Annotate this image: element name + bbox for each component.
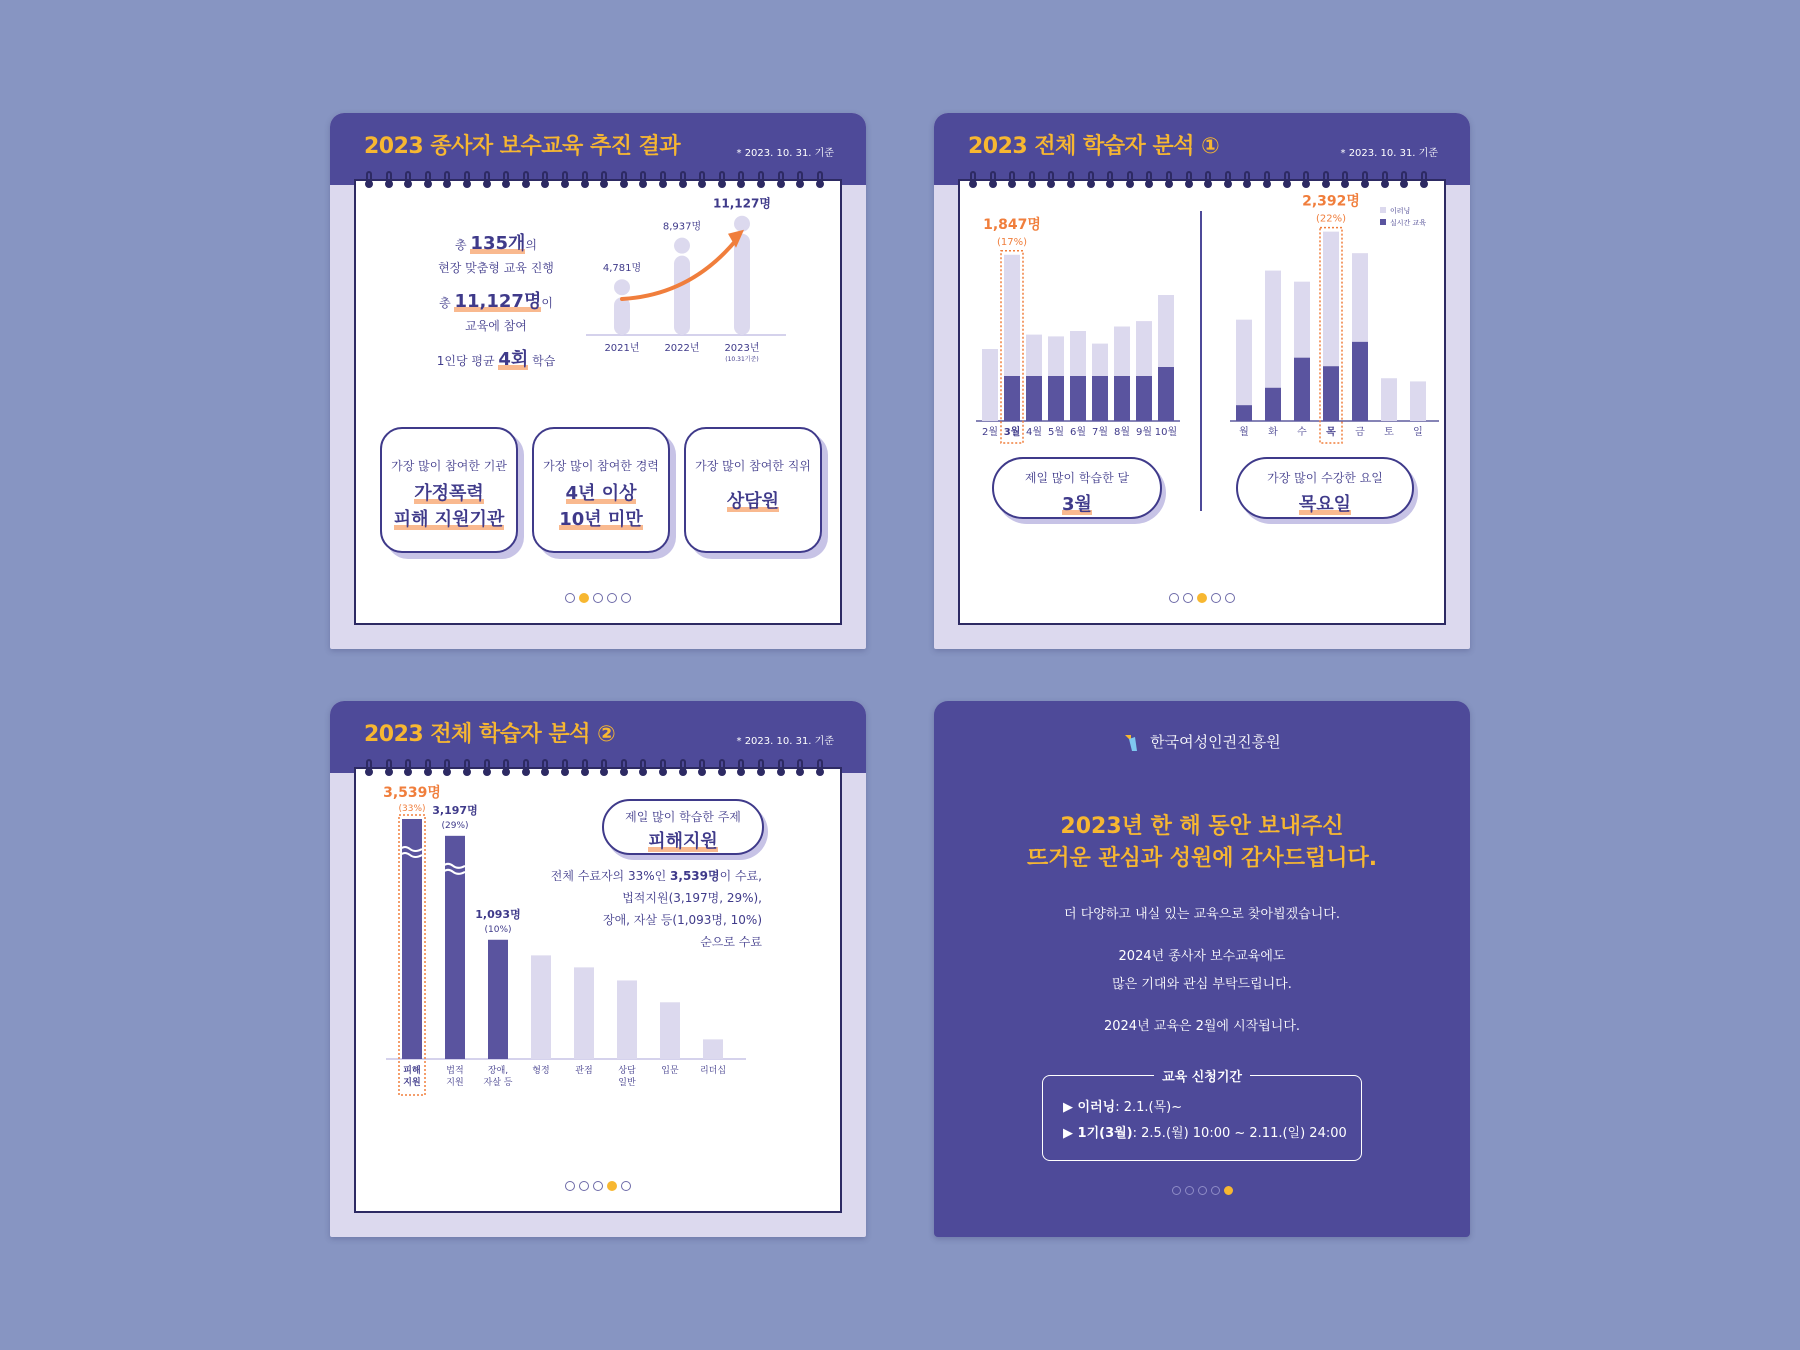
bar-실시간 교육 xyxy=(1323,366,1339,421)
data-label: 11,127명 xyxy=(713,196,771,211)
data-label-pct: (22%) xyxy=(1315,213,1347,225)
binding-ring xyxy=(1421,171,1427,189)
binding-ring xyxy=(640,759,646,777)
x-tick-label: 8월 xyxy=(1113,427,1131,438)
bar-이러닝 xyxy=(1026,335,1042,376)
bar-실시간 교육 xyxy=(1158,367,1174,421)
bar-실시간 교육 xyxy=(1048,376,1064,421)
spiral-binding xyxy=(360,171,836,193)
binding-ring xyxy=(601,759,607,777)
binding-ring xyxy=(970,171,976,189)
pager-dot[interactable] xyxy=(1211,1186,1220,1195)
summary-line: 순으로 수료 xyxy=(700,935,762,949)
binding-ring xyxy=(738,171,744,189)
pager-dot[interactable] xyxy=(1198,1186,1207,1195)
x-tick-label: 지원 xyxy=(403,1078,421,1088)
binding-ring xyxy=(562,171,568,189)
bar-실시간 교육 xyxy=(1265,388,1281,421)
learners-by-weekday-chart xyxy=(1216,193,1436,451)
binding-ring xyxy=(738,759,744,777)
binding-ring xyxy=(582,171,588,189)
pager[interactable] xyxy=(356,593,840,603)
binding-ring xyxy=(758,171,764,189)
legend-swatch xyxy=(1380,219,1386,225)
binding-ring xyxy=(1342,171,1348,189)
x-tick-label: 6월 xyxy=(1069,427,1087,438)
apply-line-elearning: ▶ 이러닝: 2.1.(목)~ xyxy=(1063,1100,1183,1115)
binding-ring xyxy=(503,759,509,777)
bar-실시간 교육 xyxy=(1294,358,1310,421)
bar-이러닝 xyxy=(1158,295,1174,367)
bar-실시간 교육 xyxy=(1236,405,1252,421)
binding-ring xyxy=(1048,171,1054,189)
pager-dot[interactable] xyxy=(1197,593,1207,603)
x-tick-label: 2022년 xyxy=(664,343,700,354)
message-line: 많은 기대와 관심 부탁드립니다. xyxy=(1112,977,1292,992)
pager-dot[interactable] xyxy=(1225,593,1235,603)
bar-이러닝 xyxy=(1048,336,1064,376)
binding-ring xyxy=(680,171,686,189)
pager-dot[interactable] xyxy=(1183,593,1193,603)
bar-이러닝 xyxy=(1323,232,1339,367)
data-label: 1,093명 xyxy=(475,907,521,921)
binding-ring xyxy=(778,171,784,189)
binding-ring xyxy=(1029,171,1035,189)
x-tick-label: 금 xyxy=(1355,427,1365,438)
binding-ring xyxy=(1009,171,1015,189)
x-tick-label: 지원 xyxy=(446,1078,464,1088)
data-label-pct: (29%) xyxy=(441,820,469,831)
apply-line-term1: ▶ 1기(3월): 2.5.(월) 10:00 ~ 2.11.(일) 24:00 xyxy=(1063,1126,1347,1141)
binding-ring xyxy=(484,171,490,189)
x-tick-label: 상담 xyxy=(618,1066,636,1076)
stat-participants: 총 11,127명이 교육에 참여 xyxy=(439,291,553,333)
data-label: 3,539명 xyxy=(383,785,441,801)
bar-실시간 교육 xyxy=(1114,376,1130,421)
binding-ring xyxy=(542,759,548,777)
legend-swatch xyxy=(1380,207,1386,213)
pager-dot[interactable] xyxy=(1172,1186,1181,1195)
binding-ring xyxy=(562,759,568,777)
x-tick-label: 리더십 xyxy=(699,1066,727,1076)
binding-ring xyxy=(464,759,470,777)
divider xyxy=(1200,211,1202,511)
binding-ring xyxy=(640,171,646,189)
pager[interactable] xyxy=(960,593,1444,603)
bar-이러닝 xyxy=(1236,320,1252,406)
date-note: * 2023. 10. 31. 기준 xyxy=(736,736,834,747)
message-line: 2024년 교육은 2월에 시작됩니다. xyxy=(1103,1019,1301,1034)
binding-ring xyxy=(1382,171,1388,189)
bar-실시간 교육 xyxy=(1352,342,1368,421)
binding-ring xyxy=(1166,171,1172,189)
binding-ring xyxy=(444,759,450,777)
binding-ring xyxy=(542,171,548,189)
binding-ring xyxy=(405,759,411,777)
date-note: * 2023. 10. 31. 기준 xyxy=(736,148,834,159)
bar-이러닝 xyxy=(1381,378,1397,421)
card-learner-analysis-2 xyxy=(330,701,866,1237)
date-note: * 2023. 10. 31. 기준 xyxy=(1340,148,1438,159)
legend-label: 이러닝 xyxy=(1390,207,1411,215)
topic-bar xyxy=(402,819,422,1059)
summary-line: 장애, 자살 등(1,093명, 10%) xyxy=(602,913,762,927)
binding-ring xyxy=(797,171,803,189)
binding-ring xyxy=(425,759,431,777)
x-tick-note: (10.31기준) xyxy=(725,356,759,363)
pager-dot[interactable] xyxy=(1211,593,1221,603)
binding-ring xyxy=(1323,171,1329,189)
bar-실시간 교육 xyxy=(1026,376,1042,421)
paper-sheet xyxy=(354,767,842,1213)
x-tick-label: 장애, xyxy=(487,1066,509,1076)
card-title: 2023 전체 학습자 분석 ① xyxy=(968,134,1220,159)
x-tick-label: 토 xyxy=(1384,427,1394,438)
legend-label: 실시간 교육 xyxy=(1390,219,1427,227)
pager-dot[interactable] xyxy=(1185,1186,1194,1195)
binding-ring xyxy=(719,759,725,777)
binding-ring xyxy=(699,171,705,189)
data-label: 8,937명 xyxy=(662,221,702,233)
x-tick-label: 관점 xyxy=(575,1066,593,1076)
year-bar-head xyxy=(674,238,690,254)
topic-bar xyxy=(488,940,508,1059)
binding-ring xyxy=(1303,171,1309,189)
binding-ring xyxy=(1127,171,1133,189)
card-thanks xyxy=(934,701,1470,1237)
x-tick-label: 9월 xyxy=(1135,427,1153,438)
topic-bar xyxy=(703,1039,723,1059)
data-label: 1,847명 xyxy=(983,216,1041,233)
x-tick-label: 피해 xyxy=(403,1066,421,1076)
pager-dot[interactable] xyxy=(579,1181,589,1191)
bar-이러닝 xyxy=(1070,331,1086,376)
summary-line: 법적지원(3,197명, 29%), xyxy=(622,891,762,905)
x-tick-label: 형정 xyxy=(532,1066,550,1076)
spiral-binding xyxy=(360,759,836,781)
binding-ring xyxy=(484,759,490,777)
binding-ring xyxy=(621,171,627,189)
pager-dot[interactable] xyxy=(607,593,617,603)
binding-ring xyxy=(386,171,392,189)
binding-ring xyxy=(582,759,588,777)
pager-dot[interactable] xyxy=(621,593,631,603)
x-tick-label: 수 xyxy=(1297,427,1307,438)
pager-dot[interactable] xyxy=(565,593,575,603)
topic-bar xyxy=(531,955,551,1059)
year-bar-head xyxy=(614,279,630,295)
binding-ring xyxy=(425,171,431,189)
stat-programs: 총 135개의 현장 맞춤형 교육 진행 xyxy=(438,233,554,275)
binding-ring xyxy=(1362,171,1368,189)
x-tick-label: 4월 xyxy=(1025,427,1043,438)
x-tick-label: 자살 등 xyxy=(483,1078,513,1088)
binding-ring xyxy=(1205,171,1211,189)
binding-ring xyxy=(1401,171,1407,189)
org-logo-icon xyxy=(1123,733,1141,753)
bar-이러닝 xyxy=(1092,344,1108,376)
bar-이러닝 xyxy=(1410,381,1426,421)
thanks-heading: 2023년 한 해 동안 보내주신 뜨거운 관심과 성원에 감사드립니다. xyxy=(1026,814,1378,871)
binding-ring xyxy=(523,759,529,777)
x-tick-label: 7월 xyxy=(1091,427,1109,438)
binding-ring xyxy=(660,171,666,189)
pill-top-weekday: 가장 많이 수강한 요일 목요일 xyxy=(1236,457,1414,519)
bar-이러닝 xyxy=(1004,255,1020,376)
pager-dot[interactable] xyxy=(621,1181,631,1191)
binding-ring xyxy=(797,759,803,777)
binding-ring xyxy=(503,171,509,189)
bar-이러닝 xyxy=(982,349,998,421)
card-education-results xyxy=(330,113,866,649)
data-label: 4,781명 xyxy=(602,263,642,275)
organization-logo xyxy=(934,731,1470,753)
binding-ring xyxy=(1284,171,1290,189)
x-tick-label: 10월 xyxy=(1154,427,1178,438)
x-tick-label: 2023년 xyxy=(724,343,760,354)
x-tick-label: 2월 xyxy=(981,427,999,438)
binding-ring xyxy=(817,759,823,777)
box-top-career: 가장 많이 참여한 경력 4년 이상 10년 미만 xyxy=(532,427,670,553)
binding-ring xyxy=(1107,171,1113,189)
spiral-binding xyxy=(964,171,1440,193)
participants-by-year-chart xyxy=(586,196,806,381)
x-tick-label: 일반 xyxy=(618,1078,636,1088)
bar-실시간 교육 xyxy=(1136,376,1152,421)
bar-이러닝 xyxy=(1265,271,1281,388)
x-tick-label: 법적 xyxy=(446,1066,464,1076)
binding-ring xyxy=(523,171,529,189)
message-line: 2024년 종사자 보수교육에도 xyxy=(1118,949,1286,964)
data-label-pct: (17%) xyxy=(996,236,1028,248)
year-bar xyxy=(674,256,690,335)
binding-ring xyxy=(1244,171,1250,189)
card-learner-analysis-1 xyxy=(934,113,1470,649)
pager-dot[interactable] xyxy=(1224,1186,1233,1195)
bar-실시간 교육 xyxy=(1070,376,1086,421)
topic-bar xyxy=(617,980,637,1059)
apply-title: 교육 신청기간 xyxy=(1043,1066,1361,1085)
paper-sheet xyxy=(354,179,842,625)
binding-ring xyxy=(621,759,627,777)
binding-ring xyxy=(778,759,784,777)
binding-ring xyxy=(386,759,392,777)
x-tick-label: 5월 xyxy=(1047,427,1065,438)
org-name: 한국여성인권진흥원 xyxy=(1150,733,1281,751)
data-label-pct: (10%) xyxy=(484,924,512,935)
binding-ring xyxy=(719,171,725,189)
pager-dot[interactable] xyxy=(593,593,603,603)
card-title: 2023 전체 학습자 분석 ② xyxy=(364,722,616,747)
binding-ring xyxy=(660,759,666,777)
year-bar-head xyxy=(734,216,750,232)
x-tick-label: 화 xyxy=(1268,427,1278,438)
box-top-position: 가장 많이 참여한 직위 상담원 xyxy=(684,427,822,553)
binding-ring xyxy=(1146,171,1152,189)
binding-ring xyxy=(601,171,607,189)
pager-dot[interactable] xyxy=(1169,593,1179,603)
data-label: 3,197명 xyxy=(432,803,478,817)
bar-이러닝 xyxy=(1136,321,1152,376)
topic-summary xyxy=(551,865,762,953)
binding-ring xyxy=(366,171,372,189)
message-line: 더 다양하고 내실 있는 교육으로 찾아뵙겠습니다. xyxy=(1064,907,1340,922)
x-tick-label: 3월 xyxy=(1003,427,1021,438)
x-tick-label: 입문 xyxy=(661,1066,679,1076)
binding-ring xyxy=(680,759,686,777)
bar-실시간 교육 xyxy=(1004,376,1020,421)
binding-ring xyxy=(1186,171,1192,189)
x-tick-label: 목 xyxy=(1326,427,1336,438)
bar-실시간 교육 xyxy=(1092,376,1108,421)
year-bar xyxy=(734,234,750,335)
bar-이러닝 xyxy=(1352,253,1368,342)
data-label-pct: (33%) xyxy=(398,804,426,814)
binding-ring xyxy=(1088,171,1094,189)
binding-ring xyxy=(699,759,705,777)
paper-sheet xyxy=(958,179,1446,625)
topic-bar xyxy=(574,967,594,1059)
bar-이러닝 xyxy=(1294,282,1310,358)
binding-ring xyxy=(990,171,996,189)
pager[interactable] xyxy=(356,1181,840,1191)
x-tick-label: 2021년 xyxy=(604,343,640,354)
binding-ring xyxy=(464,171,470,189)
pill-top-topic: 제일 많이 학습한 주제 피해지원 xyxy=(602,799,764,855)
binding-ring xyxy=(1068,171,1074,189)
summary-line: 전체 수료자의 33%인 3,539명이 수료, xyxy=(550,869,762,883)
binding-ring xyxy=(758,759,764,777)
x-tick-label: 월 xyxy=(1239,427,1249,438)
pager-dot[interactable] xyxy=(607,1181,617,1191)
application-period-box xyxy=(1042,1070,1362,1161)
binding-ring xyxy=(1225,171,1231,189)
pager-dot[interactable] xyxy=(565,1181,575,1191)
pill-top-month: 제일 많이 학습한 달 3월 xyxy=(992,457,1162,519)
stat-average: 1인당 평균 4회 학습 xyxy=(436,349,556,370)
card-title: 2023 종사자 보수교육 추진 결과 xyxy=(364,134,681,159)
learners-by-month-chart xyxy=(974,201,1184,451)
year-bar xyxy=(614,297,630,335)
pager-dot[interactable] xyxy=(579,593,589,603)
pager-dot[interactable] xyxy=(593,1181,603,1191)
pager[interactable] xyxy=(934,1186,1470,1195)
data-label: 2,392명 xyxy=(1302,193,1360,210)
x-tick-label: 일 xyxy=(1413,427,1423,438)
binding-ring xyxy=(1264,171,1270,189)
topic-bar xyxy=(660,1002,680,1059)
binding-ring xyxy=(817,171,823,189)
bar-이러닝 xyxy=(1114,327,1130,377)
binding-ring xyxy=(444,171,450,189)
binding-ring xyxy=(405,171,411,189)
binding-ring xyxy=(366,759,372,777)
box-top-institution: 가장 많이 참여한 기관 가정폭력 피해 지원기관 xyxy=(380,427,518,553)
